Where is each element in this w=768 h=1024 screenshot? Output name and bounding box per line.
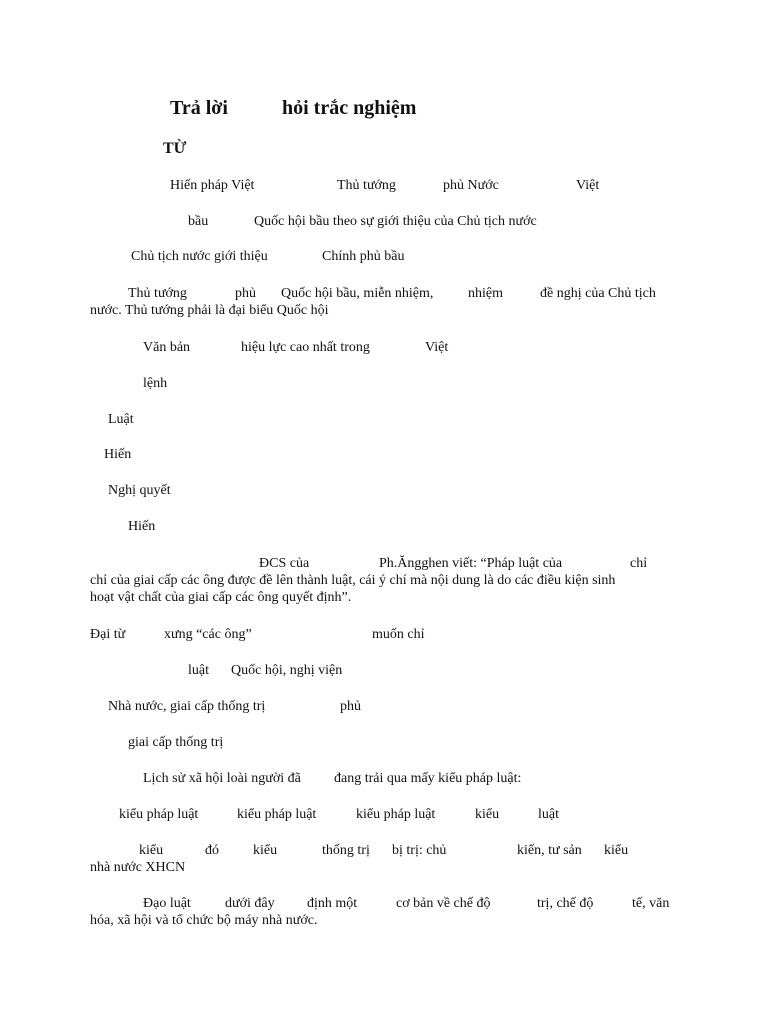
- text-fragment: Lịch sử xã hội loài người đã: [143, 771, 301, 786]
- text-fragment: phủ: [340, 699, 361, 714]
- text-fragment: Quốc hội bầu, miễn nhiệm,: [281, 286, 434, 301]
- text-fragment: luật: [538, 807, 559, 822]
- text-fragment: Quốc hội bầu theo sự giới thiệu của Chủ tịch nước: [254, 214, 537, 229]
- text-fragment: Hiến: [104, 447, 132, 462]
- text-fragment: hóa, xã hội và tổ chức bộ máy nhà nước.: [90, 913, 318, 928]
- text-fragment: lệnh: [143, 376, 168, 391]
- text-fragment: Chính phủ bầu: [322, 249, 405, 264]
- text-fragment: Ph.Ăngghen viết: “Pháp luật của: [379, 556, 563, 571]
- text-fragment: Luật: [108, 412, 134, 427]
- text-fragment: nhiệm: [468, 286, 503, 301]
- text-fragment: Hiến: [128, 519, 156, 534]
- text-fragment: đang trải qua mấy kiểu pháp luật:: [334, 771, 522, 786]
- text-fragment: Văn bản: [143, 340, 191, 355]
- text-fragment: kiến, tư sản: [517, 843, 582, 858]
- text-fragment: kiểu pháp luật: [119, 807, 199, 822]
- text-fragment: đó: [205, 843, 219, 858]
- text-fragment: thống trị: [322, 843, 370, 858]
- text-fragment: hiệu lực cao nhất trong: [241, 340, 370, 355]
- text-fragment: Thủ tướng: [128, 286, 187, 301]
- text-fragment: chỉ của giai cấp các ông được đề lên thành luật, cái ý chí mà nội dung là do các điều kiện sinh: [90, 573, 616, 588]
- text-fragment: kiểu: [475, 807, 500, 822]
- text-fragment: chỉ: [630, 556, 648, 571]
- text-fragment: Việt: [576, 178, 600, 193]
- text-fragment: trị, chế độ: [537, 896, 594, 911]
- text-fragment: nước. Thủ tướng phải là đại biểu Quốc hội: [90, 303, 329, 318]
- text-fragment: phủ Nước: [443, 178, 499, 193]
- text-fragment: ĐCS của: [259, 556, 310, 571]
- text-fragment: hoạt vật chất của giai cấp các ông quyết định”.: [90, 590, 352, 605]
- text-fragment: Thủ tướng: [337, 178, 396, 193]
- text-fragment: kiểu: [604, 843, 629, 858]
- text-fragment: Đại từ: [90, 627, 126, 642]
- text-fragment: kiểu pháp luật: [237, 807, 317, 822]
- text-fragment: muốn chỉ: [372, 627, 425, 642]
- text-fragment: xưng “các ông”: [164, 627, 252, 642]
- title-part-2: hỏi trắc nghiệm: [282, 97, 417, 119]
- text-fragment: giai cấp thống trị: [128, 735, 224, 750]
- text-fragment: tế, văn: [632, 896, 670, 911]
- text-fragment: Nhà nước, giai cấp thống trị: [108, 699, 266, 714]
- text-fragment: Đạo luật: [143, 896, 191, 911]
- text-fragment: nhà nước XHCN: [90, 860, 186, 875]
- text-fragment: kiểu pháp luật: [356, 807, 436, 822]
- text-fragment: Hiến pháp Việt: [170, 178, 255, 193]
- text-fragment: dưới đây: [225, 896, 275, 911]
- text-fragment: định một: [307, 896, 358, 911]
- text-fragment: luật: [188, 663, 209, 678]
- text-fragment: kiểu: [139, 843, 164, 858]
- text-fragment: Chủ tịch nước giới thiệu: [131, 249, 268, 264]
- text-fragment: Nghị quyết: [108, 483, 171, 498]
- title-part-1: Trả lời: [170, 97, 228, 119]
- text-fragment: phủ: [235, 286, 256, 301]
- section-heading: TỪ: [163, 140, 187, 157]
- text-fragment: cơ bản về chế độ: [396, 896, 491, 911]
- text-fragment: đề nghị của Chủ tịch: [540, 286, 656, 301]
- text-fragment: bị trị: chủ: [392, 843, 447, 858]
- text-fragment: kiểu: [253, 843, 278, 858]
- text-fragment: Việt: [425, 340, 449, 355]
- text-fragment: Quốc hội, nghị viện: [231, 663, 343, 678]
- text-fragment: bầu: [188, 214, 209, 229]
